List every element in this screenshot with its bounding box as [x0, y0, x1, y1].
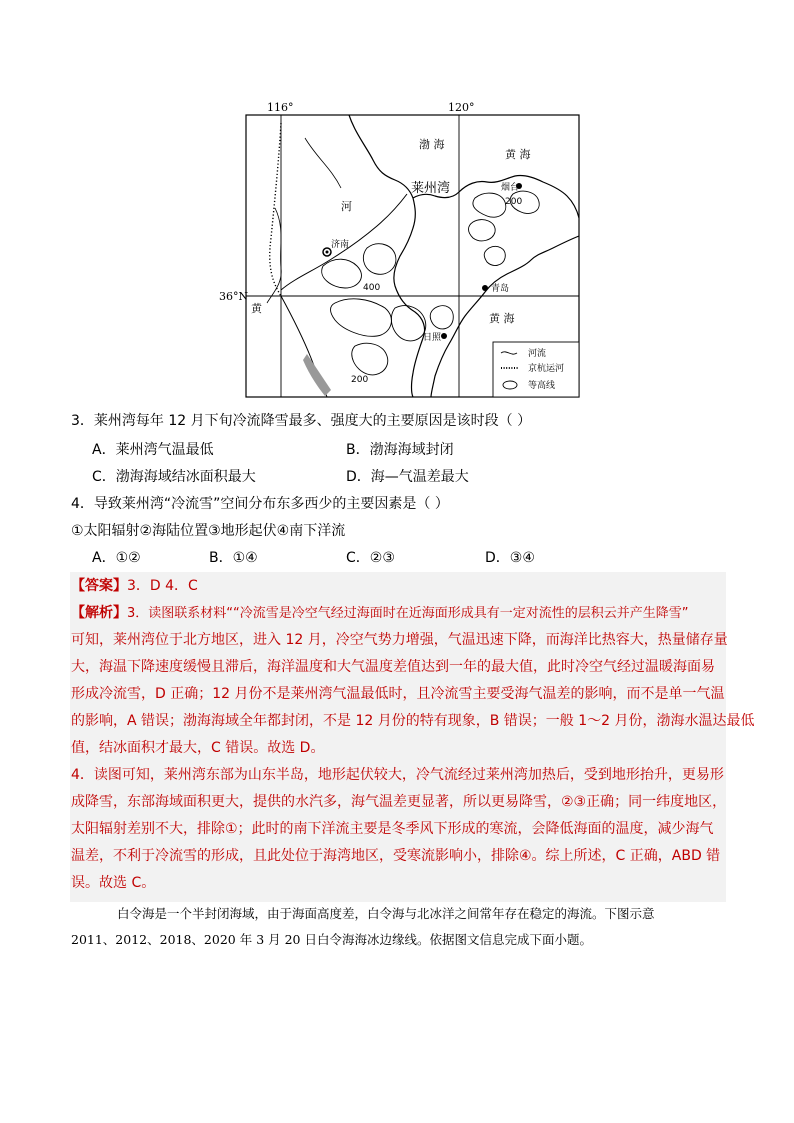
rizhao-label: 日照	[423, 333, 442, 343]
analysis-line-7: 4．读图可知，莱州湾东部为山东半岛，地形起伏较大，冷气流经过莱州湾加热后，受到地形抬升，更易形	[71, 767, 724, 783]
jinan-label: 济南	[331, 240, 350, 250]
analysis-line-3: 大，海温下降速度缓慢且滞后，海洋温度和大气温度差值达到一年的最大值，此时冷空气经过温暖海面易	[71, 659, 715, 675]
q4-option-a: A．①②	[92, 550, 141, 566]
analysis-tag: 【解析】	[71, 605, 127, 621]
analysis-line-10: 温差，不利于冷流雪的形成，且此处位于海湾地区，受寒流影响小，排除④。综上所述，C 正确，ABD 错	[71, 848, 721, 864]
q4-option-c: C．②③	[346, 550, 395, 566]
huang-label: 黄	[251, 302, 262, 315]
question-3-stem: 3．莱州湾每年 12 月下旬冷流降雪最多、强度大的主要原因是该时段（ ）	[71, 413, 532, 429]
q3-option-c: C．渤海海域结冰面积最大	[92, 469, 256, 485]
he-label: 河	[341, 200, 352, 213]
jinan-dot	[326, 251, 329, 254]
analysis-text-1: 3．读图联系材料““冷流雪是冷空气经过海面时在近海面形成具有一定对流性的层积云并产生降雪”	[127, 606, 689, 621]
lon-120-label: 120°	[448, 101, 475, 114]
lake	[303, 354, 331, 396]
q4-option-d: D．③④	[485, 550, 535, 566]
q3-option-d: D．海—气温差最大	[346, 469, 469, 485]
laizhou-bay-label: 莱州湾	[411, 181, 451, 196]
analysis-line-4: 形成冷流雪，D 正确；12 月份不是莱州湾气温最低时，且冷流雪主要受海气温差的影响，而不是单一气温	[71, 686, 725, 702]
qingdao-label: 青岛	[491, 284, 510, 294]
analysis-line-5: 的影响，A 错误；渤海海域全年都封闭，不是 12 月份的特有现象，B 错误；一般 1～2 月份，渤海水温达最低	[71, 713, 755, 729]
analysis-line-1	[71, 603, 688, 624]
map-legend	[493, 342, 579, 397]
analysis-line-2: 可知，莱州湾位于北方地区，进入 12 月，冷空气势力增强，气温迅速下降，而海洋比热容大，热量储存量	[71, 632, 728, 648]
yantai-label: 烟台	[501, 183, 520, 193]
answer-tag: 【答案】	[71, 578, 127, 594]
contour-200-south: 200	[351, 375, 369, 385]
legend-river: 河流	[528, 349, 547, 359]
bohai-label: 渤 海	[419, 138, 445, 151]
intro-line-2: 2011、2012、2018、2020 年 3 月 20 日白令海海冰边缘线。依据图文信息完成下面小题。	[71, 932, 592, 947]
legend-canal: 京杭运河	[528, 364, 565, 374]
qingdao-marker	[482, 285, 488, 291]
huanghai-south-label: 黄 海	[489, 312, 515, 325]
q4-factors: ①太阳辐射②海陆位置③地形起伏④南下洋流	[71, 523, 346, 539]
huanghai-north-label: 黄 海	[505, 148, 531, 161]
question-4-stem: 4．导致莱州湾“冷流雪”空间分布东多西少的主要因素是（ ）	[71, 496, 449, 512]
analysis-line-9: 太阳辐射差别不大，排除①；此时的南下洋流主要是冬季风下形成的寒流，会降低海面的温度，减少海气	[71, 821, 714, 837]
rizhao-marker	[441, 333, 447, 339]
analysis-line-6: 值，结冰面积才最大，C 错误。故选 D。	[71, 740, 325, 756]
q3-option-a: A．莱州湾气温最低	[92, 442, 214, 458]
intro-line-1: 白令海是一个半封闭海域，由于海面高度差，白令海与北冰洋之间常年存在稳定的海流。下图示意	[117, 906, 655, 921]
answer-line	[71, 576, 198, 596]
lat-36-label: 36°N	[219, 290, 249, 303]
answer-text: 3．D 4．C	[127, 578, 198, 594]
contour-400: 400	[363, 283, 381, 293]
laizhou-bay-map	[219, 98, 582, 403]
q3-option-b: B．渤海海域封闭	[346, 442, 454, 458]
lon-116-label: 116°	[267, 101, 294, 114]
legend-contour: 等高线	[528, 381, 556, 391]
analysis-line-11: 误。故选 C。	[71, 875, 156, 891]
river-north	[305, 138, 341, 188]
q4-option-b: B．①④	[209, 550, 258, 566]
analysis-line-8: 成降雪，东部海域面积更大，提供的水汽多，海气温差更显著，所以更易降雪，②③正确；同一纬度地区，	[71, 794, 727, 810]
contour-200-north: 200	[505, 197, 523, 207]
